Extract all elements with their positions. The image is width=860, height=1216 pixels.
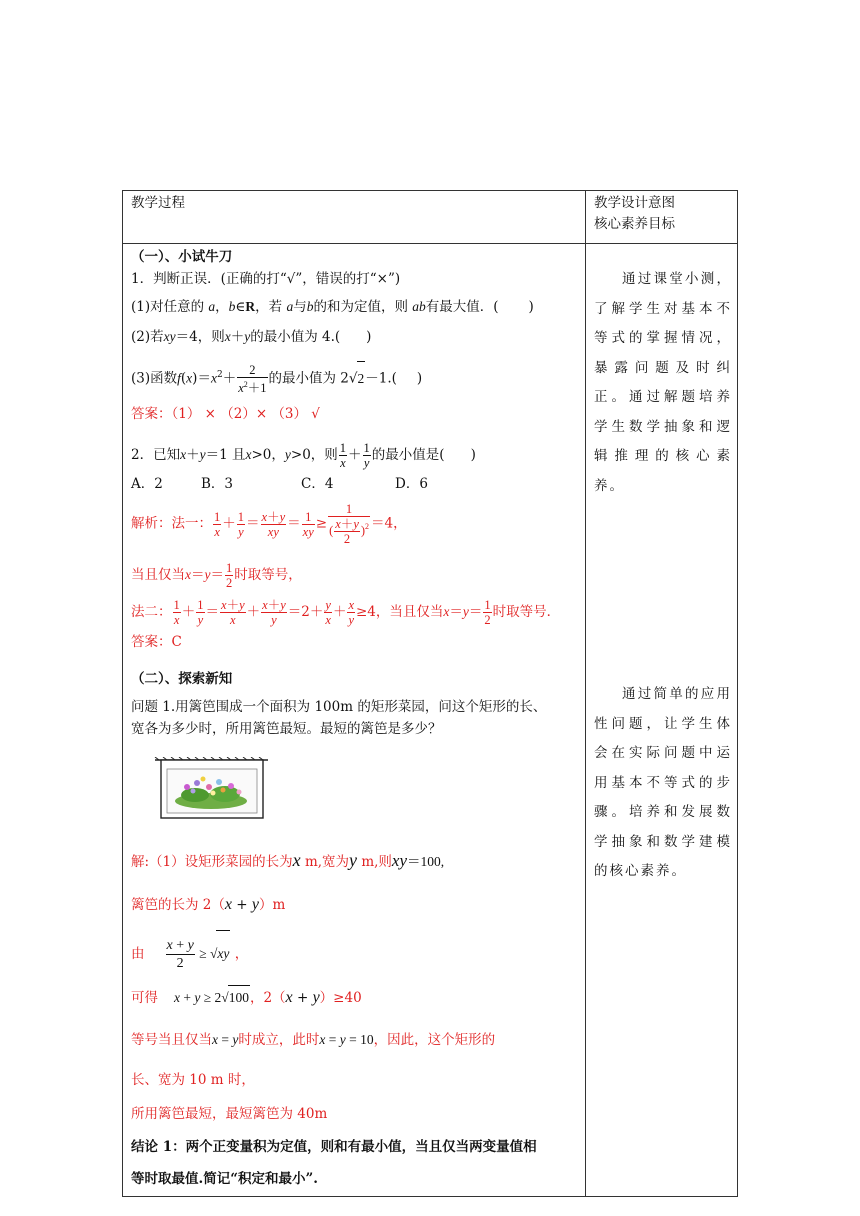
answer-c: 答案：C	[131, 634, 182, 650]
q1-item3: (3)函数$f(x)=x^2+$ $\frac{2}{x^2+1}$ 的最小值为 2√2－1.( )	[131, 358, 422, 396]
section2-title: （二）、探索新知	[131, 671, 233, 687]
header-col1: 教学过程	[131, 195, 185, 211]
q2-options: A．2 B．3 C．4 D．6	[131, 476, 428, 492]
section1-title: （一）、小试牛刀	[131, 249, 233, 265]
solution-equality: 当且仅当x＝y＝ $\frac{1}{2}$ 时取等号，	[131, 561, 302, 590]
q2-question: 2．已知x＋y＝1 且x>0，y>0，则 $\frac{1}{x}$ ＋ $\frac{1}{y}$ 的最小值是( )	[131, 441, 476, 470]
q1-answer: 答案：（1） × （2）× （3） √	[131, 406, 320, 422]
solution-line5: 等号当且仅当x = y时成立，此时x = y = 10，因此，这个矩形的	[131, 1032, 496, 1048]
solution-line4: 可得 x + y ≥ 2√100，2（x + y）≥40	[131, 985, 362, 1010]
solution-line2: 篱笆的长为 2（x + y）m	[131, 896, 286, 913]
header-divider	[122, 243, 738, 244]
problem-line1: 问题 1.用篱笆围成一个面积为 100m 的矩形菜园，问这个矩形的长、	[131, 699, 547, 715]
header-col2-line2: 核心素养目标	[594, 216, 675, 232]
q1-intro: 1．判断正误．(正确的打“√”，错误的打“×”)	[131, 271, 401, 287]
solution-method1: 解析：法一： $\frac{1}{x}$ ＋ $\frac{1}{y}$ ＝ $\frac{x+y}{xy}$ ＝ $\frac{1}{xy}$ ≥ 1 ( $\frac{x+y}{2}$ )$^2$ ＝4，	[131, 502, 407, 546]
solution-line6: 长、宽为 10 m 时，	[131, 1072, 255, 1088]
solution-method2: 法二： $\frac{1}{x}$ ＋ $\frac{1}{y}$ ＝ $\frac{x+y}{x}$ ＋ $\frac{x+y}{y}$ ＝2＋ $\frac{y}{x}$ ＋ $\frac{x}{y}$ ≥4，当且仅当x＝y＝ $\frac{1}{2}$ 时取等号．	[131, 598, 561, 627]
garden-fence-figure	[153, 757, 270, 819]
solution-line3: 由 $\frac{x + y}{2}$ ≥ √xy ，	[131, 930, 248, 977]
conclusion-line1: 结论 1：两个正变量积为定值，则和有最小值，当且仅当两变量值相	[131, 1139, 537, 1155]
q1-item1: (1)对任意的 a，b∈R，若 a与b的和为定值，则 ab有最大值．( )	[131, 299, 534, 315]
column-divider	[585, 190, 586, 1197]
solution-line7: 所用篱笆最短，最短篱笆为 40m	[131, 1106, 328, 1122]
solution-line1: 解:（1）设矩形菜园的长为x m,宽为y m,则xy＝100,	[131, 850, 445, 870]
header-col2-line1: 教学设计意图	[594, 195, 675, 211]
problem-line2: 宽各为多少时，所用篱笆最短。最短的篱笆是多少？	[131, 721, 442, 737]
conclusion-line2: 等时取最值.简记“积定和最小”.	[131, 1171, 318, 1187]
q1-item2: (2)若xy＝4，则x＋y的最小值为 4.( )	[131, 329, 372, 345]
side-note-2: 通过简单的应用性问题，让学生体会在实际问题中运用基本不等式的步骤。培养和发展数学抽象和数学建模的核心素养。	[594, 686, 732, 879]
side-note-1: 通过课堂小测，了解学生对基本不等式的掌握情况，暴露问题及时纠正。通过解题培养学生数学抽象和逻辑推理的核心素养。	[594, 271, 732, 494]
